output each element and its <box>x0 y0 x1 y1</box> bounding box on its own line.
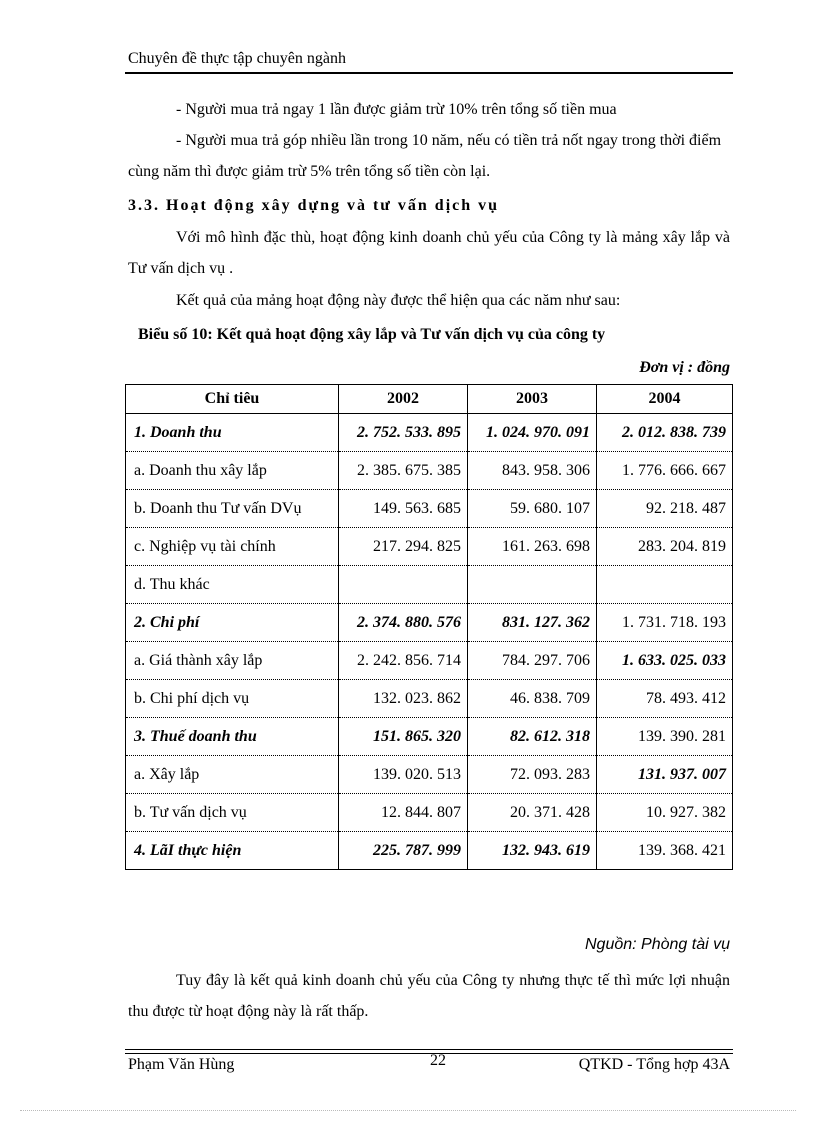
table-row <box>126 832 733 870</box>
cell-2004: 10. 927. 382 <box>597 794 733 832</box>
cell-2004: 78. 493. 412 <box>597 680 733 718</box>
table-row <box>126 642 733 680</box>
row-label: a. Giá thành xây lắp <box>126 642 339 680</box>
table-unit: Đơn vị : đồng <box>639 359 730 376</box>
table-row <box>126 680 733 718</box>
cell-2004: 131. 937. 007 <box>597 756 733 794</box>
paragraph-discount-installment: - Người mua trả góp nhiều lần trong 10 năm, nếu có tiền trả nốt ngay trong thời điểm cùng năm thì được giảm trừ 5% trên tổng số tiền còn lại. <box>128 132 722 180</box>
cell-2003: 20. 371. 428 <box>468 794 597 832</box>
cell-2004: 1. 776. 666. 667 <box>597 452 733 490</box>
table-row <box>126 528 733 566</box>
cell-2002: 2. 242. 856. 714 <box>339 642 468 680</box>
cell-2003 <box>468 566 597 604</box>
cell-2002: 225. 787. 999 <box>339 832 468 870</box>
header-indicator: Chỉ tiêu <box>126 385 339 414</box>
cell-2002: 2. 752. 533. 895 <box>339 414 468 452</box>
cell-2003: 132. 943. 619 <box>468 832 597 870</box>
section-heading: 3.3. Hoạt động xây dựng và tư vấn dịch vụ <box>128 197 500 214</box>
cell-2003: 59. 680. 107 <box>468 490 597 528</box>
cell-2003: 72. 093. 283 <box>468 756 597 794</box>
cell-2002: 149. 563. 685 <box>339 490 468 528</box>
table-row <box>126 604 733 642</box>
cell-2002: 2. 385. 675. 385 <box>339 452 468 490</box>
cell-2003: 82. 612. 318 <box>468 718 597 756</box>
paragraph-business-model: Với mô hình đặc thù, hoạt động kinh doanh chủ yếu của Công ty là mảng xây lắp và Tư vấn dịch vụ . <box>128 229 730 277</box>
footer-rule-bottom <box>125 1053 733 1054</box>
row-label: 2. Chi phí <box>126 604 339 642</box>
cell-2004: 92. 218. 487 <box>597 490 733 528</box>
table-header-row <box>126 385 733 414</box>
table-source: Nguồn: Phòng tài vụ <box>585 936 730 953</box>
cell-2003: 1. 024. 970. 091 <box>468 414 597 452</box>
cell-2002: 217. 294. 825 <box>339 528 468 566</box>
cell-2003: 46. 838. 709 <box>468 680 597 718</box>
footer-rule-top <box>125 1049 733 1050</box>
row-label: 4. LãI thực hiện <box>126 832 339 870</box>
row-label: b. Tư vấn dịch vụ <box>126 794 339 832</box>
row-label: c. Nghiệp vụ tài chính <box>126 528 339 566</box>
header-2004: 2004 <box>597 385 733 414</box>
cell-2003: 784. 297. 706 <box>468 642 597 680</box>
cell-2004: 139. 390. 281 <box>597 718 733 756</box>
row-label: 3. Thuế doanh thu <box>126 718 339 756</box>
table-row <box>126 794 733 832</box>
cell-2003: 831. 127. 362 <box>468 604 597 642</box>
cell-2002: 139. 020. 513 <box>339 756 468 794</box>
header-2003: 2003 <box>468 385 597 414</box>
table-row <box>126 756 733 794</box>
cell-2004 <box>597 566 733 604</box>
footer-class: QTKD - Tổng hợp 43A <box>578 1056 730 1073</box>
header-rule <box>125 72 733 74</box>
row-label: b. Chi phí dịch vụ <box>126 680 339 718</box>
paragraph-discount-full: - Người mua trả ngay 1 lần được giảm trừ 10% trên tổng số tiền mua <box>176 101 617 118</box>
cell-2004: 1. 731. 718. 193 <box>597 604 733 642</box>
cell-2004: 139. 368. 421 <box>597 832 733 870</box>
cell-2004: 2. 012. 838. 739 <box>597 414 733 452</box>
table-row <box>126 452 733 490</box>
table-row <box>126 490 733 528</box>
results-table <box>125 384 733 870</box>
row-label: a. Doanh thu xây lắp <box>126 452 339 490</box>
table-row <box>126 718 733 756</box>
header-2002: 2002 <box>339 385 468 414</box>
cell-2002: 151. 865. 320 <box>339 718 468 756</box>
table-row <box>126 566 733 604</box>
page-bottom-border <box>20 1110 796 1111</box>
cell-2003: 161. 263. 698 <box>468 528 597 566</box>
footer-author: Phạm Văn Hùng <box>128 1056 235 1073</box>
table-row <box>126 414 733 452</box>
paragraph-conclusion: Tuy đây là kết quả kinh doanh chủ yếu của Công ty nhưng thực tế thì mức lợi nhuận thu được từ hoạt động này là rất thấp. <box>128 972 730 1020</box>
row-label: a. Xây lắp <box>126 756 339 794</box>
page-header-title: Chuyên đề thực tập chuyên ngành <box>128 50 346 67</box>
table-caption: Biểu số 10: Kết quả hoạt động xây lắp và Tư vấn dịch vụ của công ty <box>138 326 606 343</box>
cell-2002: 132. 023. 862 <box>339 680 468 718</box>
row-label: 1. Doanh thu <box>126 414 339 452</box>
cell-2004: 1. 633. 025. 033 <box>597 642 733 680</box>
row-label: b. Doanh thu Tư vấn DVụ <box>126 490 339 528</box>
cell-2002: 2. 374. 880. 576 <box>339 604 468 642</box>
cell-2004: 283. 204. 819 <box>597 528 733 566</box>
cell-2002 <box>339 566 468 604</box>
cell-2003: 843. 958. 306 <box>468 452 597 490</box>
cell-2002: 12. 844. 807 <box>339 794 468 832</box>
row-label: d. Thu khác <box>126 566 339 604</box>
paragraph-results-intro: Kết quả của mảng hoạt động này được thể hiện qua các năm như sau: <box>176 292 621 309</box>
page-number: 22 <box>430 1052 446 1069</box>
